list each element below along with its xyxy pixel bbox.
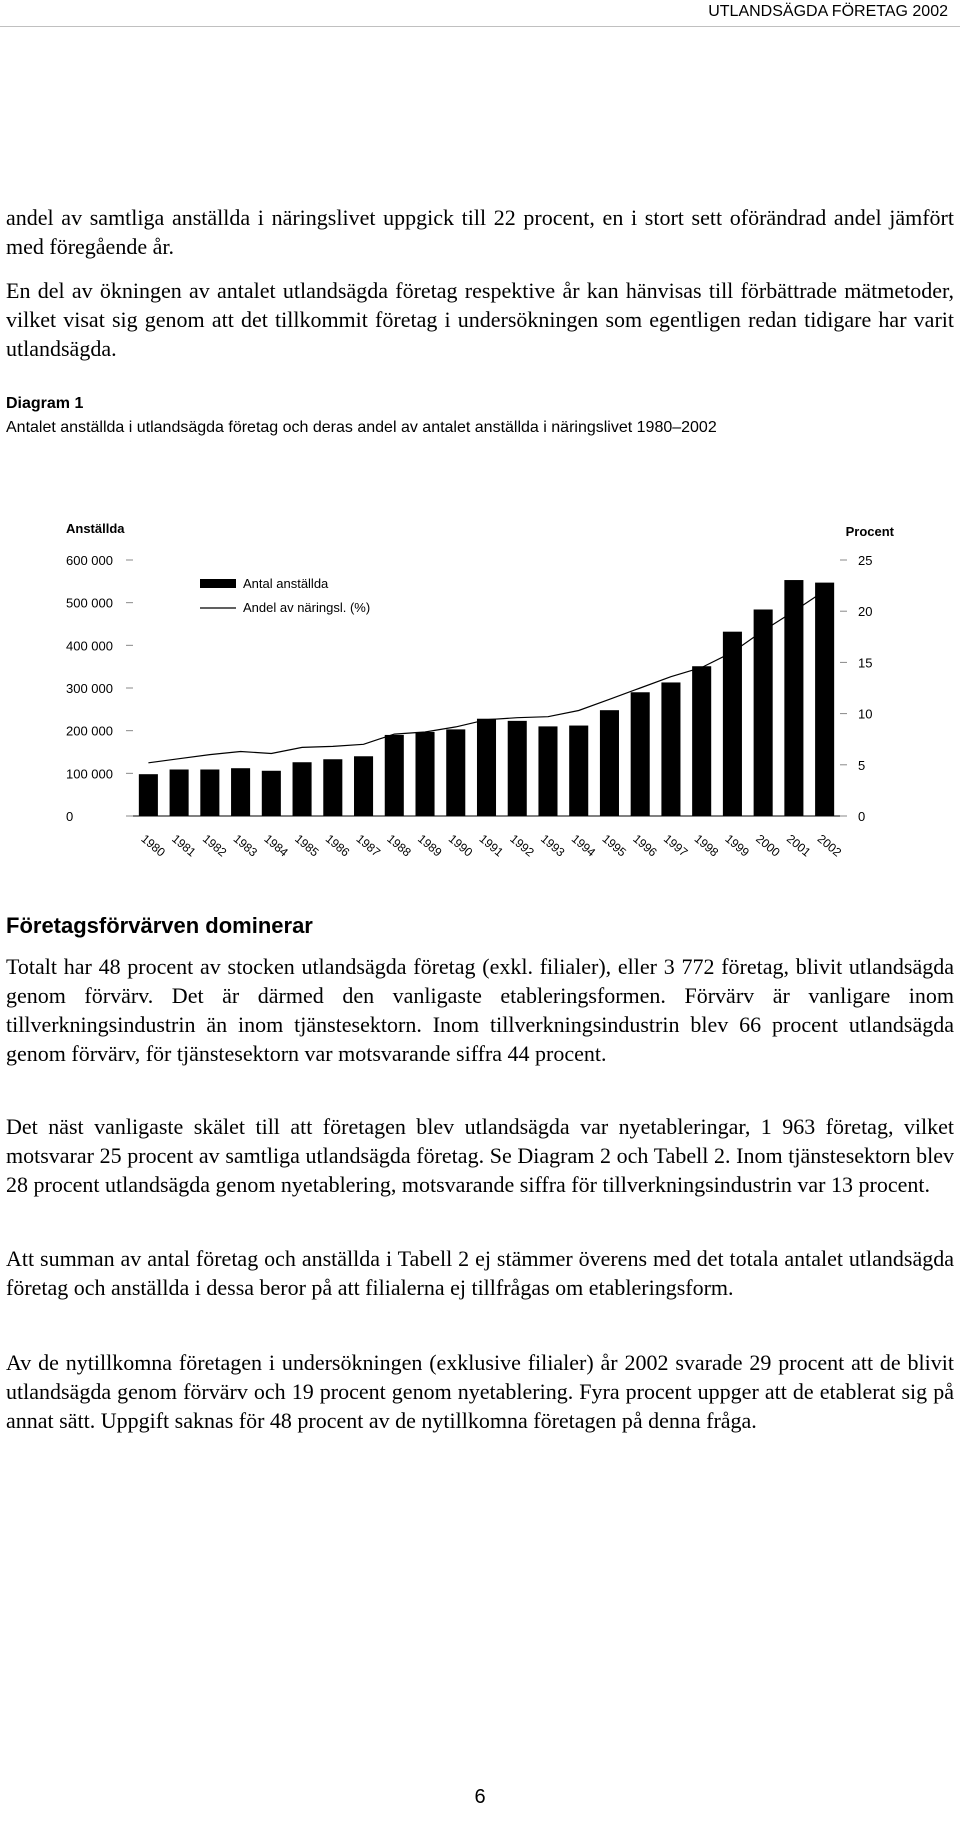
left-axis-title: Anställda: [66, 521, 125, 536]
x-tick-label-1981: 1981: [169, 831, 199, 860]
x-tick-label-1995: 1995: [599, 831, 629, 860]
right-tick-label: 10: [858, 706, 873, 722]
bar-1983: [231, 768, 250, 816]
bar-2002: [815, 583, 834, 816]
x-tick-label-1986: 1986: [322, 831, 353, 860]
x-tick-label-1982: 1982: [199, 831, 230, 860]
legend-line-label: Andel av näringsl. (%): [243, 600, 371, 615]
bar-1991: [477, 719, 496, 816]
employees-chart: [0, 500, 960, 890]
bar-1998: [692, 666, 711, 816]
x-tick-label-2002: 2002: [814, 831, 845, 860]
left-tick-label: 200 000: [66, 723, 113, 739]
bar-1993: [538, 726, 557, 816]
left-tick-label: 300 000: [66, 681, 113, 696]
left-tick-label: 400 000: [66, 638, 113, 654]
x-tick-label-1980: 1980: [138, 831, 168, 860]
diagram-title: Antalet anställda i utlandsägda företag och deras andel av antalet anställda i näringslivet 1980–2002: [6, 419, 717, 436]
x-tick-label-2001: 2001: [783, 831, 814, 860]
left-tick-label: 500 000: [66, 595, 113, 611]
bar-1992: [508, 721, 527, 816]
bar-1980: [139, 774, 158, 816]
section-heading: Företagsförvärven dominerar: [6, 913, 313, 938]
right-tick-label: 5: [858, 757, 866, 773]
right-axis-title: Procent: [845, 524, 894, 539]
x-tick-label-1997: 1997: [661, 831, 691, 860]
left-tick-label: 600 000: [66, 553, 113, 568]
bar-1986: [323, 759, 342, 816]
x-tick-label-1992: 1992: [507, 831, 537, 860]
x-tick-label-1984: 1984: [261, 831, 291, 860]
x-tick-label-1983: 1983: [230, 831, 261, 860]
x-tick-label-1990: 1990: [445, 831, 476, 860]
bar-1989: [415, 732, 434, 816]
bar-1999: [723, 632, 742, 816]
x-tick-label-1993: 1993: [538, 831, 568, 860]
x-tick-label-1985: 1985: [292, 831, 322, 860]
bar-1981: [170, 769, 189, 816]
bar-1982: [200, 769, 219, 816]
diagram-label: Diagram 1: [6, 395, 84, 412]
paragraph-2: En del av ökningen av antalet utlandsägda företag respektive år kan hänvisas till förbättrade mätmetoder, vilket visat sig genom att det tillkommit företag i undersökningen som egentligen redan tidigare har varit utlandsägda.: [6, 278, 954, 361]
bar-1996: [631, 692, 650, 816]
right-tick-label: 25: [858, 553, 873, 568]
paragraph-1: andel av samtliga anställda i näringslivet uppgick till 22 procent, en i stort sett oförändrad andel jämfört med föregående år.: [6, 205, 954, 259]
bar-1995: [600, 710, 619, 816]
x-tick-label-2000: 2000: [753, 831, 783, 860]
paragraph-3: Totalt har 48 procent av stocken utlandsägda företag (exkl. filialer), eller 3 772 företag, blivit utlandsägda genom förvärv. Det är därmed den vanligaste etableringsformen. Förvärv är vanligare inom tillverkningsindustrin än inom tjänstesektorn. Inom tillverkningsindustrin blev 66 procent utlandsägda genom förvärv, för tjänstesektorn var motsvarande siffra 44 procent.: [6, 954, 954, 1066]
right-tick-label: 15: [858, 655, 873, 671]
left-tick-label: 0: [66, 809, 74, 824]
bar-1994: [569, 726, 588, 816]
bar-2000: [754, 609, 773, 816]
page-number: 6: [474, 1786, 486, 1808]
legend-bar-swatch: [200, 579, 236, 588]
right-tick-label: 0: [858, 809, 866, 824]
x-tick-label-1994: 1994: [568, 831, 599, 860]
bar-1987: [354, 756, 373, 816]
x-tick-label-1996: 1996: [630, 831, 660, 860]
bar-1997: [661, 682, 680, 816]
bar-1990: [446, 729, 465, 816]
paragraph-6: Av de nytillkomna företagen i undersökningen (exklusive filialer) år 2002 svarade 29 procent att de blivit utlandsägda genom förvärv och 19 procent genom nyetablering. Fyra procent uppger att de etablerat sig på annat sätt. Uppgift saknas för 48 procent av de nytillkomna företagen på denna fråga.: [6, 1350, 954, 1433]
x-tick-label-1991: 1991: [476, 831, 507, 860]
legend-bar-label: Antal anställda: [243, 576, 329, 591]
right-tick-label: 20: [858, 604, 873, 620]
bar-1988: [385, 735, 404, 816]
paragraph-4: Det näst vanligaste skälet till att företagen blev utlandsägda var nyetableringar, 1 963 företag, vilket motsvarar 25 procent av samtliga utlandsägda företag. Se Diagram 2 och Tabell 2. Inom tjänstesektorn blev 28 procent utlandsägda genom nyetablering, motsvarande siffra för tillverkningsindustrin var 13 procent.: [6, 1114, 954, 1197]
x-tick-label-1999: 1999: [722, 831, 752, 860]
left-tick-label: 100 000: [66, 766, 113, 782]
bar-1985: [293, 762, 312, 816]
x-tick-label-1998: 1998: [691, 831, 722, 860]
bar-1984: [262, 771, 281, 816]
x-tick-label-1989: 1989: [415, 831, 445, 860]
paragraph-5: Att summan av antal företag och anställda i Tabell 2 ej stämmer överens med det totala antalet utlandsägda företag och anställda i dessa beror på att filialerna ej tillfrågas om etableringsform.: [6, 1246, 954, 1300]
header-rule: [0, 26, 960, 27]
x-tick-label-1988: 1988: [384, 831, 414, 860]
running-header: UTLANDSÄGDA FÖRETAG 2002: [708, 3, 948, 20]
x-tick-label-1987: 1987: [353, 831, 384, 860]
